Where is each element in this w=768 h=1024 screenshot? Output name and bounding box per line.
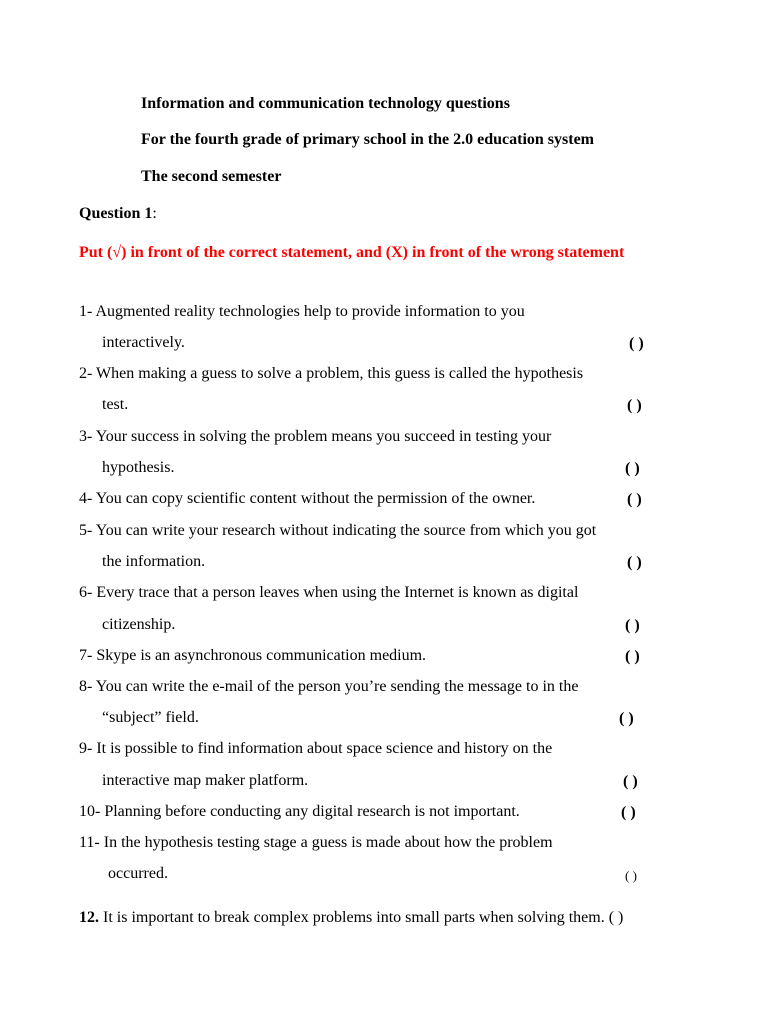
item-continuation: hypothesis. (102, 459, 175, 476)
list-item (79, 833, 553, 853)
item-text: It is possible to find information about space science and history on the (96, 740, 553, 757)
answer-box[interactable]: ( ) (625, 868, 637, 883)
question-heading (79, 204, 157, 224)
question-label: Question 1 (79, 205, 153, 222)
item-continuation: “subject” field. (102, 709, 199, 726)
list-item (79, 908, 623, 928)
list-item (79, 739, 552, 759)
item-text: You can write your research without indicating the source from which you got (95, 522, 597, 539)
item-text: Planning before conducting any digital research is not important. (104, 803, 520, 820)
item-number: 7- (79, 647, 93, 664)
list-item (79, 489, 535, 509)
item-text: When making a guess to solve a problem, this guess is called the hypothesis (96, 365, 584, 382)
list-item (79, 521, 596, 541)
item-text: Augmented reality technologies help to provide information to you (95, 303, 525, 320)
answer-box[interactable]: ( ) (627, 397, 642, 414)
item-text: Every trace that a person leaves when using the Internet is known as digital (96, 584, 579, 601)
item-number: 9- (79, 740, 93, 757)
answer-box[interactable]: ( ) (625, 648, 640, 665)
item-number: 3- (79, 428, 93, 445)
answer-box[interactable]: ( ) (623, 773, 638, 790)
item-number: 5- (79, 522, 93, 539)
answer-box[interactable]: ( ) (621, 804, 636, 821)
list-item (79, 302, 525, 322)
list-item (79, 427, 551, 447)
item-text: Your success in solving the problem means you succeed in testing your (95, 428, 552, 445)
item-text: You can write the e-mail of the person you’re sending the message to in the (95, 678, 579, 695)
item-text: It is important to break complex problems into small parts when solving them. ( ) (103, 909, 624, 926)
list-item (79, 802, 520, 822)
list-item (79, 364, 583, 384)
answer-box[interactable]: ( ) (625, 617, 640, 634)
item-continuation: occurred. (108, 865, 168, 882)
item-text: In the hypothesis testing stage a guess is made about how the problem (103, 834, 553, 851)
item-number: 2- (79, 365, 93, 382)
answer-box[interactable]: ( ) (627, 491, 642, 508)
document-semester: The second semester (141, 168, 282, 185)
document-subtitle: For the fourth grade of primary school in the 2.0 education system (141, 131, 594, 148)
item-number: 6- (79, 584, 93, 601)
item-continuation: citizenship. (102, 616, 176, 633)
item-continuation: interactive map maker platform. (102, 772, 309, 789)
answer-box[interactable]: ( ) (625, 460, 640, 477)
item-number: 10- (79, 803, 101, 820)
item-continuation: the information. (102, 553, 206, 570)
item-number: 8- (79, 678, 93, 695)
item-continuation: interactively. (102, 334, 185, 351)
item-text: Skype is an asynchronous communication medium. (96, 647, 427, 664)
item-number: 11- (79, 834, 100, 851)
item-text: You can copy scientific content without the permission of the owner. (95, 490, 536, 507)
answer-box[interactable]: ( ) (627, 554, 642, 571)
list-item (79, 583, 578, 603)
list-item (79, 677, 578, 697)
document-title: Information and communication technology questions (141, 95, 510, 112)
question-colon: : (152, 205, 157, 222)
answer-box[interactable]: ( ) (629, 335, 644, 352)
question-instruction: Put (√) in front of the correct statement, and (X) in front of the wrong statement (79, 244, 625, 261)
item-number: 12. (79, 909, 99, 926)
list-item (79, 646, 426, 666)
item-continuation: test. (102, 396, 129, 413)
item-number: 4- (79, 490, 93, 507)
answer-box[interactable]: ( ) (619, 710, 634, 727)
item-number: 1- (79, 303, 93, 320)
